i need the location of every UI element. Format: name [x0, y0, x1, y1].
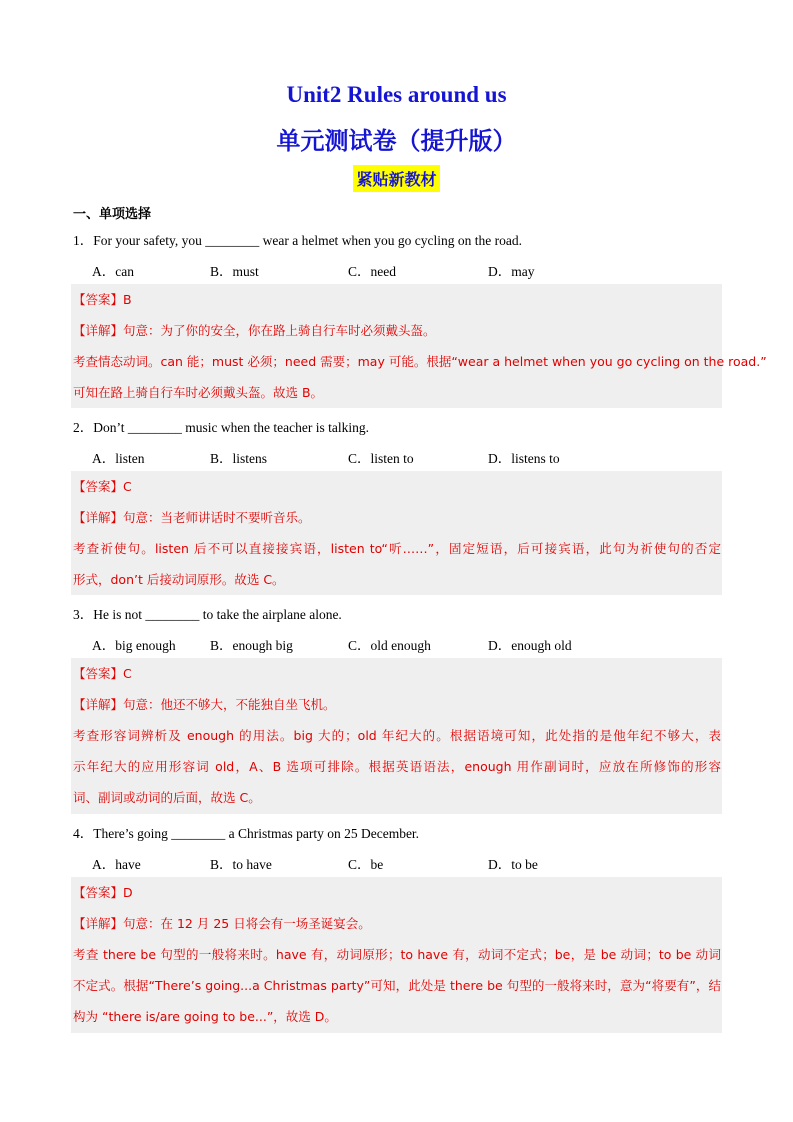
option: C．listen to: [348, 451, 414, 466]
option: C．old enough: [348, 638, 431, 653]
option: C．need: [348, 264, 396, 279]
explanation-line: 不定式。根据“There’s going...a Christmas party”可知，此处是 there be 句型的一般将来时，意为“将要有”，结: [73, 978, 721, 993]
answer-label: 【答案】C: [73, 479, 132, 494]
answer-block-2: [71, 471, 722, 595]
option: C．be: [348, 857, 384, 872]
question-1-stem: 1．For your safety, you ________ wear a helmet when you go cycling on the road.: [73, 233, 523, 248]
option: A．listen: [92, 451, 145, 466]
option: D．enough old: [488, 638, 572, 653]
question-4-stem: 4．There’s going ________ a Christmas party on 25 December.: [73, 826, 420, 841]
explanation-line: 考查情态动词。can 能；must 必须；need 需要；may 可能。根据“wear a helmet when you go cycling on the road.”: [73, 354, 767, 369]
detail-text: 【详解】句意：为了你的安全，你在路上骑自行车时必须戴头盔。: [73, 323, 436, 338]
option: D．may: [488, 264, 535, 279]
detail-text: 【详解】句意：他还不够大，不能独自坐飞机。: [73, 697, 336, 712]
option: A．have: [92, 857, 141, 872]
explanation-line: 构为 “there is/are going to be...”，故选 D。: [73, 1009, 337, 1024]
answer-label: 【答案】C: [73, 666, 132, 681]
question-4-options: [92, 853, 692, 873]
option: B．enough big: [210, 638, 293, 653]
option: B．to have: [210, 857, 272, 872]
answer-label: 【答案】D: [73, 885, 133, 900]
question-3-options: [92, 634, 692, 654]
question-3-stem: 3．He is not ________ to take the airplane alone.: [73, 607, 342, 622]
explanation-line: 形式，don’t 后接动词原形。故选 C。: [73, 572, 285, 587]
question-1-options: [92, 260, 692, 280]
detail-text: 【详解】句意：在 12 月 25 日将会有一场圣诞宴会。: [73, 916, 371, 931]
explanation-line: 考查形容词辨析及 enough 的用法。big 大的；old 年纪大的。根据语境可知，此处指的是他年纪不够大，表: [73, 728, 721, 743]
option: D．listens to: [488, 451, 560, 466]
detail-text: 【详解】句意：当老师讲话时不要听音乐。: [73, 510, 311, 525]
option: A．big enough: [92, 638, 176, 653]
section-title: 一、单项选择: [73, 207, 152, 222]
answer-block-3: [71, 658, 722, 814]
option: B．must: [210, 264, 259, 279]
explanation-line: 词、副词或动词的后面，故选 C。: [73, 790, 261, 805]
question-2-stem: 2．Don’t ________ music when the teacher is talking.: [73, 420, 369, 435]
explanation-line: 考查祈使句。listen 后不可以直接接宾语，listen to“听……”，固定短语，后可接宾语，此句为祈使句的否定: [73, 541, 721, 556]
option: B．listens: [210, 451, 268, 466]
question-2-options: [92, 447, 692, 467]
highlight-badge: 紧贴新教材: [353, 165, 439, 192]
answer-block-1: [71, 284, 767, 408]
explanation-line: 可知在路上骑自行车时必须戴头盔。故选 B。: [73, 385, 324, 400]
option: A．can: [92, 264, 134, 279]
document-title: Unit2 Rules around us: [286, 82, 507, 107]
explanation-line: 示年纪大的应用形容词 old，A、B 选项可排除。根据英语语法，enough 用作副词时，应放在所修饰的形容: [73, 759, 721, 774]
option: D．to be: [488, 857, 538, 872]
answer-block-4: [71, 877, 722, 1033]
explanation-line: 考查 there be 句型的一般将来时。have 有，动词原形；to have 有，动词不定式；be，是 be 动词；to be 动词: [73, 947, 721, 962]
document-subtitle: 单元测试卷（提升版）: [276, 127, 517, 155]
answer-label: 【答案】B: [73, 292, 132, 307]
